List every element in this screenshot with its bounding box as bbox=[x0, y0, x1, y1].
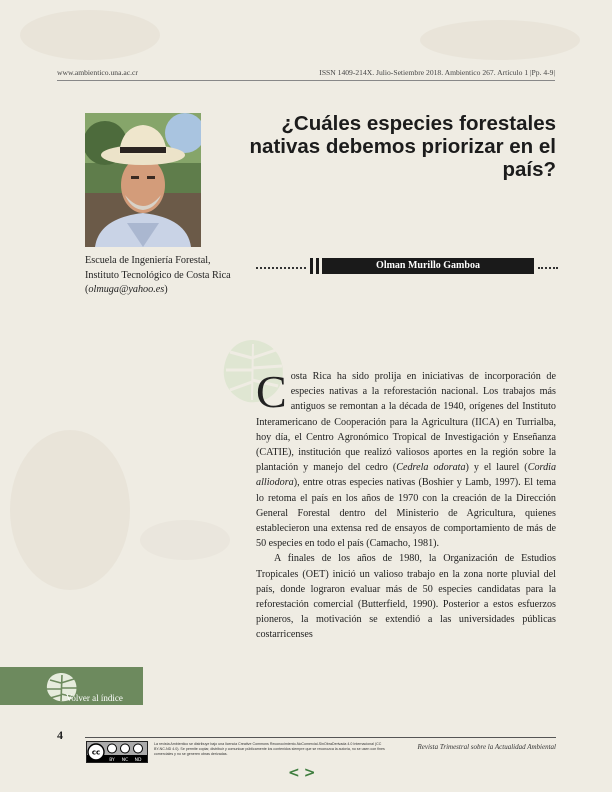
cc-label-text: BY bbox=[109, 758, 115, 762]
background-texture bbox=[10, 430, 130, 590]
license-text: La revista Ambientico se distribuye bajo una licencia Creative Commons Reconocimiento-NoComercial-SinObraDerivada 4.0 Internacional (CC BY-NC-ND 4.0). Se permite copiar, distribuir y comunicar públicamente los contenidos siempre que se reconozca la autoría, no se usen con fines comerciales y no se generen obras derivadas. bbox=[154, 742, 385, 757]
species-name: Cedrela odorata bbox=[396, 462, 466, 474]
article-title: ¿Cuáles especies forestales nativas debemos priorizar en el país? bbox=[249, 112, 556, 181]
paragraph-2: A finales de los años de 1980, la Organización de Estudios Tropicales (OET) inició un valioso trabajo en la zona norte pluvial del país, donde lograron evaluar más de 50 especies candidatas para la reforestación comercial (Butterfield, 1990). Posterior a estos esfuerzos pioneros, la motivación se extendió a las universidades públicas costarricenses bbox=[256, 553, 556, 641]
paragraph-1-text-b: ) y el laurel ( bbox=[465, 462, 528, 474]
paragraph-1-text-c: ), entre otras especies nativas (Boshier y Lamb, 1997). El tema lo retoma el país en los años de 1970 con la creación de la Dirección General Forestal dentro del Ministerio de Agricultura, quienes establecieron una extensa red de ensayos de comportamiento de más de 50 especies en todo el país (Camacho, 1981). bbox=[256, 477, 556, 550]
article-body bbox=[256, 366, 557, 643]
cc-label-text: cc bbox=[91, 748, 101, 757]
author-bar bbox=[256, 258, 558, 274]
affiliation-text: Escuela de Ingeniería Forestal, Instituto Tecnológico de Costa Rica ( bbox=[85, 255, 231, 296]
background-texture bbox=[20, 10, 160, 60]
divider-bar bbox=[310, 258, 313, 274]
author-email[interactable]: olmuga@yahoo.es bbox=[88, 284, 165, 296]
previous-page-arrow-icon[interactable]: < bbox=[288, 765, 304, 781]
header-issn-info: ISSN 1409-214X. Julio-Setiembre 2018. Ambientico 267. Artículo 1 |Pp. 4-9| bbox=[319, 68, 555, 77]
background-texture bbox=[420, 20, 580, 60]
affiliation-close: ) bbox=[164, 284, 168, 296]
header-website[interactable]: www.ambientico.una.ac.cr bbox=[57, 68, 138, 77]
next-page-arrow-icon[interactable]: > bbox=[303, 765, 320, 781]
author-name: Olman Murillo Gamboa bbox=[322, 258, 534, 274]
paragraph-1-text-a: osta Rica ha sido prolija en iniciativas de incorporación de especies nativas a la reforestación nacional. Los trabajos más antiguos se remontan a la década de 1940, orígenes del Instituto Interamericano de Cooperación para la Agricultura (IICA) en Turrialba, hoy día, el Centro Agronómico Tropical de Investigación y Enseñanza (CATIE), institución que realizó valiosos aportes en la región sobre la plantación y manejo del cedro ( bbox=[256, 371, 556, 474]
divider-bar bbox=[316, 258, 319, 274]
page-navigation bbox=[288, 765, 319, 781]
author-photo bbox=[85, 113, 201, 247]
paragraph-1 bbox=[256, 366, 557, 551]
author-affiliation bbox=[85, 254, 245, 298]
header-divider bbox=[57, 80, 555, 81]
cc-label-text: ND bbox=[134, 758, 142, 762]
creative-commons-badge[interactable] bbox=[86, 741, 148, 763]
cc-label-text: NC bbox=[121, 758, 129, 762]
background-texture bbox=[140, 520, 230, 560]
dotted-rule bbox=[538, 267, 558, 269]
back-to-index-label[interactable]: Volver al índice bbox=[66, 693, 123, 703]
footer-divider bbox=[85, 737, 556, 738]
drop-cap: C bbox=[256, 366, 287, 417]
page-number: 4 bbox=[57, 728, 63, 742]
journal-name: Revista Trimestral sobre la Actualidad Ambiental bbox=[417, 743, 556, 751]
species-name: Cordia alliodora bbox=[256, 462, 557, 489]
dotted-rule bbox=[256, 267, 306, 269]
